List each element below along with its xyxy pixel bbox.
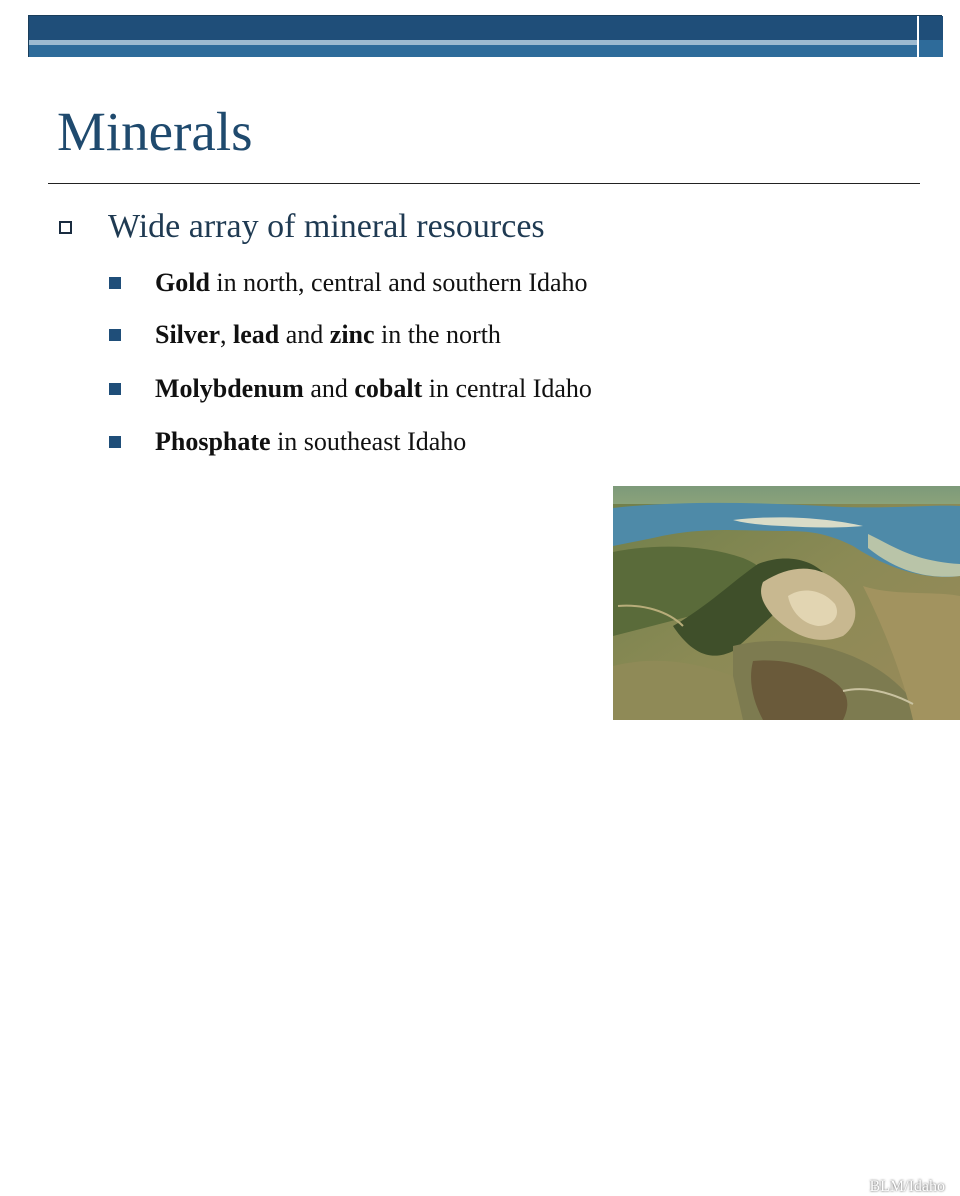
title-divider bbox=[48, 183, 920, 184]
slide-title: Minerals bbox=[57, 101, 253, 162]
sub-bullet-phosphate bbox=[109, 425, 466, 459]
filled-square-icon bbox=[109, 383, 121, 395]
header-band-dark bbox=[29, 16, 917, 40]
header-corner-square-bottom bbox=[919, 40, 943, 57]
main-bullet bbox=[60, 207, 545, 247]
sub-bullet-gold bbox=[109, 266, 588, 300]
photo-credit: BLM/Idaho bbox=[869, 1178, 945, 1195]
header-corner-square-top bbox=[919, 16, 943, 40]
sub-bullet-text: Gold in north, central and southern Idaho bbox=[155, 268, 588, 297]
filled-square-icon bbox=[109, 277, 121, 289]
filled-square-icon bbox=[109, 436, 121, 448]
hollow-square-icon bbox=[59, 221, 72, 234]
header-decoration-bar bbox=[28, 15, 942, 57]
filled-square-icon bbox=[109, 329, 121, 341]
sub-bullet-molybdenum bbox=[109, 372, 592, 406]
sub-bullet-silver bbox=[109, 318, 501, 352]
sub-bullet-text: Silver, lead and zinc in the north bbox=[155, 320, 501, 349]
aerial-mine-photo bbox=[613, 486, 960, 1195]
header-band-mid bbox=[29, 45, 917, 57]
sub-bullet-text: Molybdenum and cobalt in central Idaho bbox=[155, 374, 592, 403]
main-bullet-text: Wide array of mineral resources bbox=[108, 208, 545, 245]
sub-bullet-text: Phosphate in southeast Idaho bbox=[155, 427, 467, 456]
